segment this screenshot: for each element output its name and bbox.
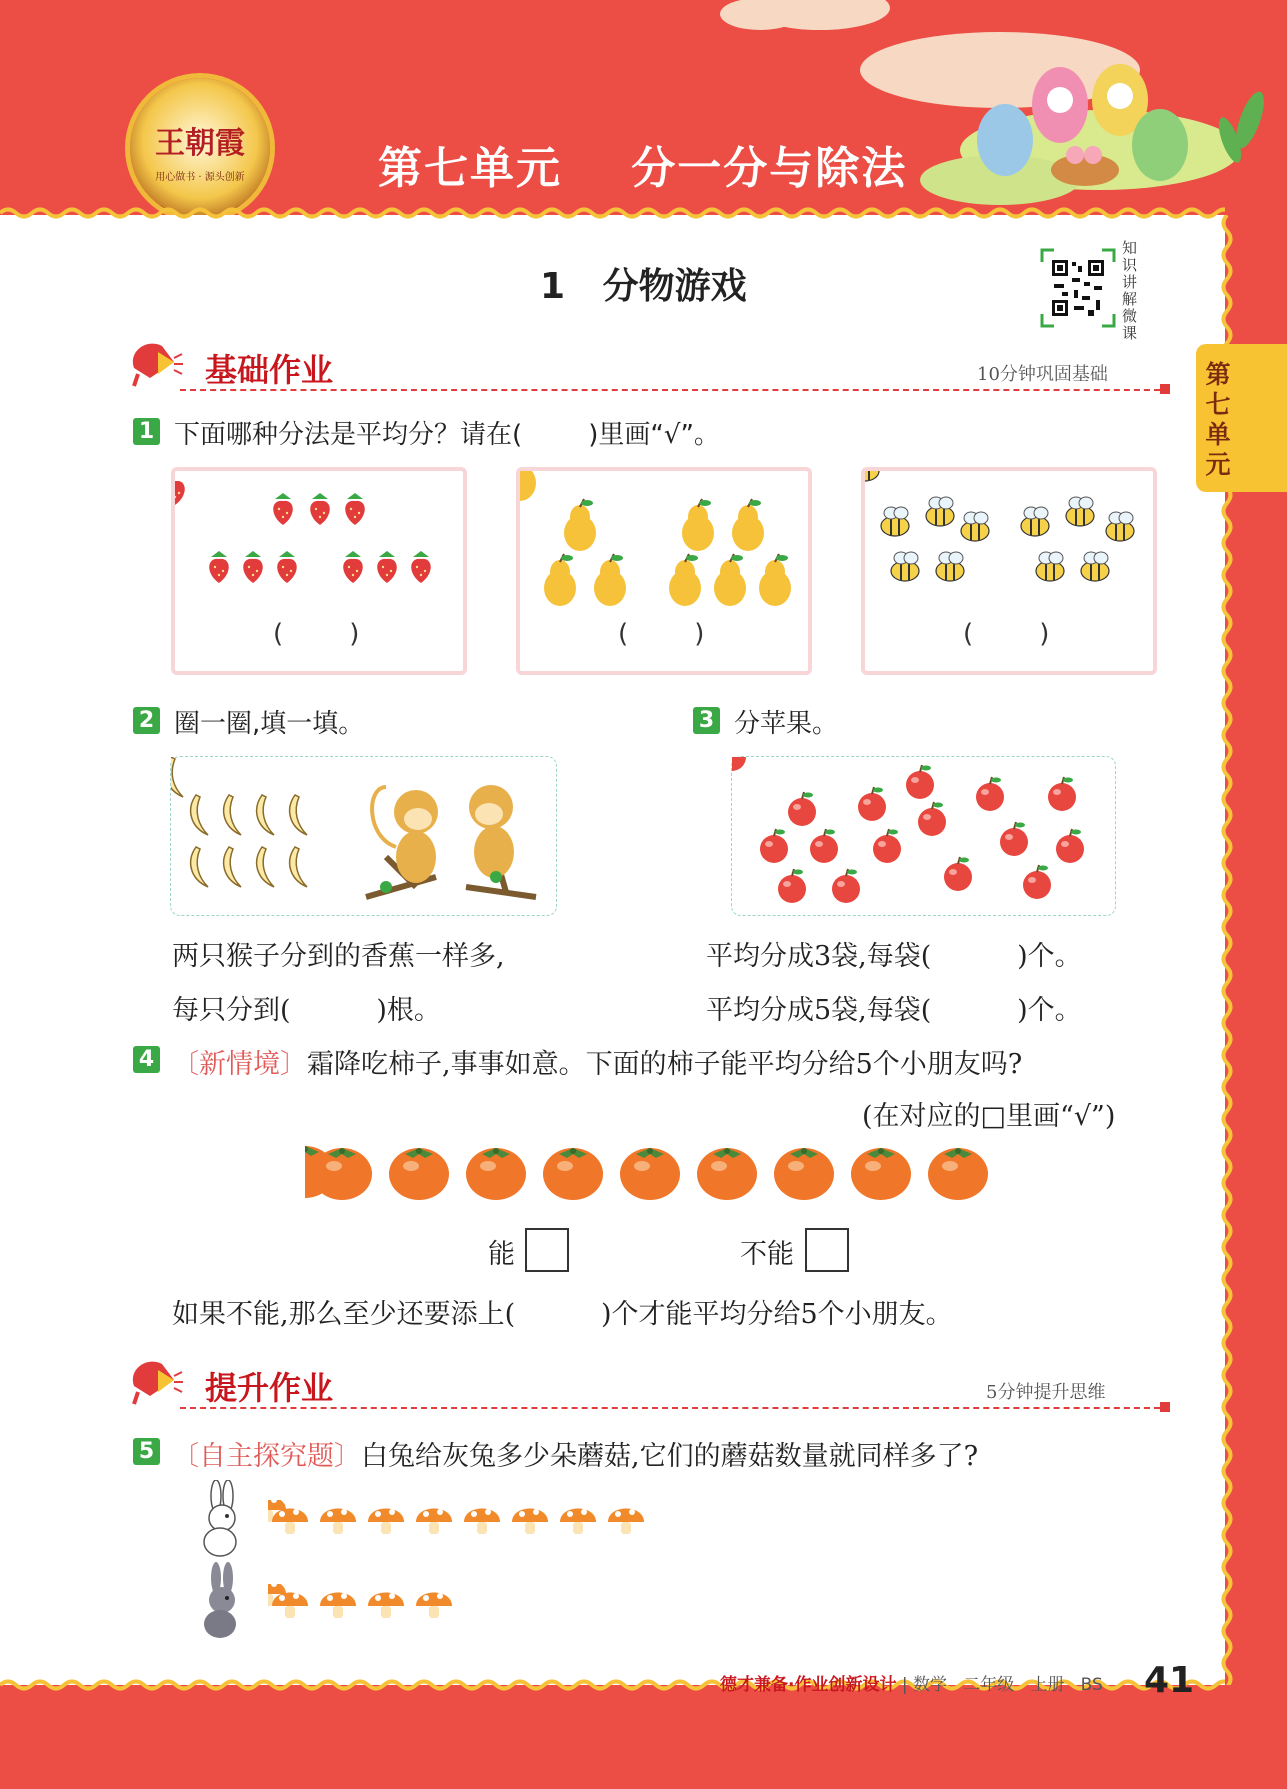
answer-line[interactable]: 平均分成5袋,每袋( )个。 — [706, 995, 1082, 1026]
question-body: 白兔给灰兔多少朵蘑菇,它们的蘑菇数量就同样多了? — [361, 1441, 979, 1472]
mushroom-icon — [268, 1500, 648, 1540]
page-footer — [720, 1670, 1103, 1695]
answer-parentheses[interactable]: ( ) — [618, 619, 705, 649]
logo-slogan: 用心做书 · 源头创新 — [155, 172, 245, 183]
lesson-title: 1 分物游戏 — [540, 266, 747, 307]
persimmon-icon — [305, 1142, 1005, 1212]
question-number: 3 — [693, 707, 720, 734]
apple-icon — [732, 757, 1115, 915]
brand-logo — [130, 78, 270, 218]
speaker-icon — [128, 338, 184, 388]
top-wave-border — [0, 206, 1225, 220]
section-title-advanced: 提升作业 — [205, 1369, 334, 1407]
page-header — [0, 0, 1287, 230]
question-number: 5 — [133, 1438, 160, 1465]
question-text — [172, 1042, 1022, 1081]
question-text — [172, 1434, 978, 1473]
option-no-checkbox[interactable] — [805, 1228, 849, 1272]
section-divider — [180, 389, 1160, 391]
question-body: 霜降吃柿子,事事如意。下面的柿子能平均分给5个小朋友吗? — [307, 1049, 1023, 1080]
section-note-basic: 10分钟巩固基础 — [977, 364, 1108, 385]
white-rabbit-icon — [192, 1480, 252, 1560]
option-box-bees — [861, 467, 1157, 675]
apples-box — [731, 756, 1116, 916]
footer-separator: | — [896, 1675, 914, 1695]
footer-info: 数学 二年级 上册 BS — [913, 1675, 1103, 1695]
follow-up-question[interactable]: 如果不能,那么至少还要添上( )个才能平均分给5个小朋友。 — [172, 1299, 953, 1330]
question-number: 2 — [133, 707, 160, 734]
gray-rabbit-icon — [192, 1562, 252, 1642]
strawberry-icon — [175, 481, 463, 611]
logo-name: 王朝霞 — [155, 126, 245, 161]
section-divider-end — [1160, 384, 1170, 394]
question-text: 分苹果。 — [734, 709, 839, 739]
section-divider — [180, 1407, 1160, 1409]
speaker-icon — [128, 1356, 184, 1406]
answer-parentheses[interactable]: ( ) — [273, 619, 360, 649]
mushroom-icon — [268, 1584, 468, 1624]
bee-icon — [865, 471, 1153, 611]
section-note-advanced: 5分钟提升思维 — [986, 1382, 1106, 1403]
question-hint: (在对应的□里画“√”) — [862, 1101, 1116, 1132]
question-tag: 〔新情境〕 — [172, 1049, 307, 1080]
question-tag: 〔自主探究题〕 — [172, 1441, 361, 1472]
page-number: 41 — [1144, 1660, 1195, 1701]
pear-icon — [520, 471, 808, 611]
unit-side-tab-label: 第七单元 — [1205, 360, 1231, 479]
option-yes-checkbox[interactable] — [525, 1228, 569, 1272]
question-text: 圈一圈,填一填。 — [174, 709, 365, 739]
option-box-pears — [516, 467, 812, 675]
option-no-label: 不能 — [740, 1239, 794, 1270]
qr-code-icon[interactable] — [1040, 248, 1116, 328]
answer-parentheses[interactable]: ( ) — [963, 619, 1050, 649]
option-yes-label: 能 — [488, 1239, 515, 1270]
section-title-basic: 基础作业 — [205, 351, 334, 389]
answer-line[interactable]: 平均分成3袋,每袋( )个。 — [706, 941, 1082, 972]
option-box-strawberries — [171, 467, 467, 675]
monkey-icon — [356, 767, 546, 907]
unit-title: 第七单元 分一分与除法 — [378, 143, 908, 194]
answer-line[interactable]: 每只分到( )根。 — [172, 995, 441, 1026]
section-divider-end — [1160, 1402, 1170, 1412]
question-number: 4 — [133, 1046, 160, 1073]
bananas-monkeys-box — [170, 756, 557, 916]
qr-label: 知识讲解微课 — [1122, 239, 1138, 342]
question-number: 1 — [133, 418, 160, 445]
footer-brand: 德才兼备·作业创新设计 — [720, 1675, 897, 1695]
question-text: 下面哪种分法是平均分？请在( )里画“√”。 — [174, 420, 720, 450]
answer-line: 两只猴子分到的香蕉一样多, — [172, 941, 505, 972]
